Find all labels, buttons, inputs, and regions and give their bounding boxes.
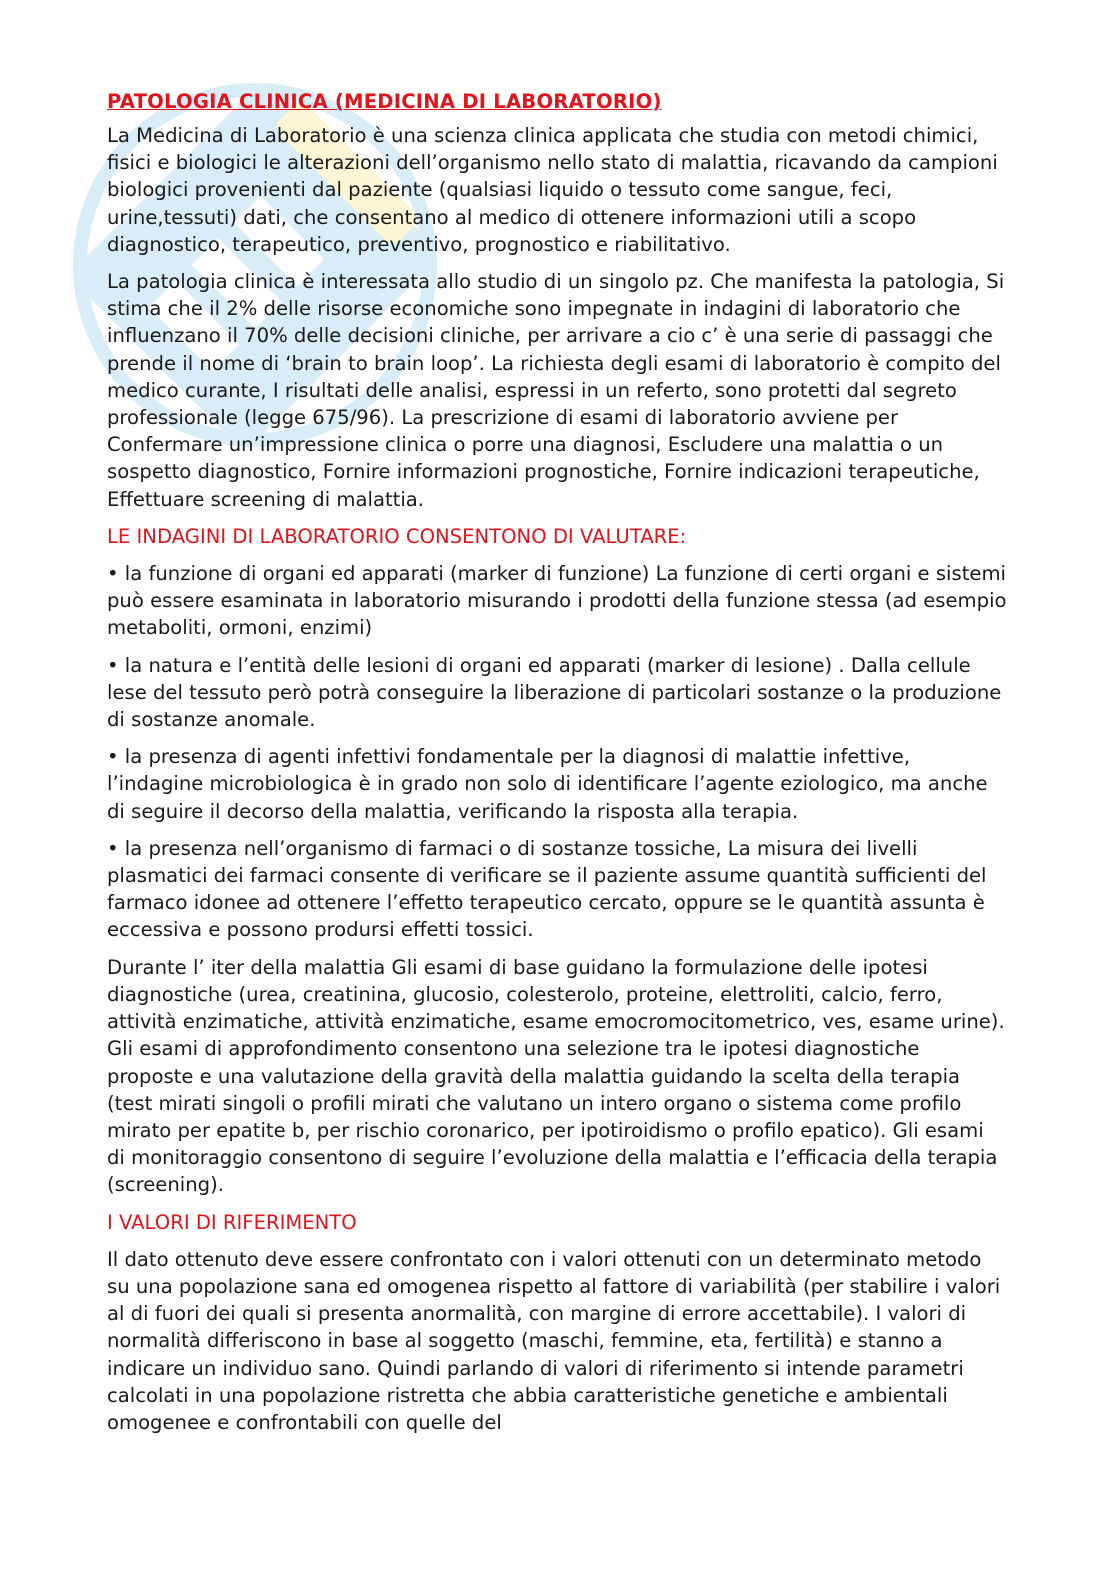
paragraph-intro: La Medicina di Laboratorio è una scienza clinica applicata che studia con metodi chimici, fisici e biologici le alterazioni dell’organismo nello stato di malattia, ricavando da campioni biologici provenienti dal paziente (qualsiasi liquido o tessuto come sangue, feci, urine,tessuti) dati, che consentano al medico di ottenere informazioni utili a scopo diagnostico, terapeutico, preventivo, prognostico e riabilitativo. (107, 124, 998, 256)
document-body (107, 88, 1007, 1446)
bullet-item-lesioni: • la natura e l’entità delle lesioni di organi ed apparati (marker di lesione) . Dalla cellule lese del tessuto però potrà conseguire la liberazione di particolari sostanze o la produzione di sostanze anomale. (107, 653, 1002, 732)
bullet-item-funzione: • la funzione di organi ed apparati (marker di funzione) La funzione di certi organi e sistemi può essere esaminata in laboratorio misurando i prodotti della funzione stessa (ad esempio metaboliti, ormoni, enzimi) (107, 562, 1007, 640)
paragraph-clinical-pathology: La patologia clinica è interessata allo studio di un singolo pz. Che manifesta la patologia, Si stima che il 2% delle risorse economiche sono impegnate in indagini di laboratorio che influenzano il 70% delle decisioni cliniche, per arrivare a cio c’ è una serie di passaggi che prende il nome di ‘brain to brain loop’. La richiesta degli esami di laboratorio è compito del medico curante, I risultati delle analisi, espressi in un referto, sono protetti dal segreto professionale (legge 675/96). La prescrizione di esami di laboratorio avviene per Confermare un’impressione clinica o porre una diagnosi, Escludere una malattia o un sospetto diagnostico, Fornire informazioni prognostiche, Fornire indicazioni terapeutiche, Effettuare screening di malattia. (107, 270, 1005, 511)
document-title: PATOLOGIA CLINICA (MEDICINA DI LABORATORIO) (107, 90, 662, 113)
bullet-item-farmaci: • la presenza nell’organismo di farmaci o di sostanze tossiche, La misura dei livelli plasmatici dei farmaci consente di verificare se il paziente assume quantità sufficienti del farmaco idonee ad ottenere l’effetto terapeutico cercato, oppure se le quantità assunta è eccessiva e possono prodursi effetti tossici. (107, 836, 987, 942)
paragraph-iter-malattia: Durante l’ iter della malattia Gli esami di base guidano la formulazione delle ipotesi diagnostiche (urea, creatinina, glucosio, colesterolo, proteine, elettroliti, calcio, ferro, attività enzimatiche, attività enzimatiche, esame emocromocitometrico, ves, esame urine). Gli esami di approfondimento consentono una selezione tra le ipotesi diagnostiche proposte e una valutazione della gravità della malattia guidando la scelta della terapia (test mirati singoli o profili mirati che valutano un intero organo o sistema come profilo mirato per epatite b, per rischio coronarico, per ipotiroidismo o profilo epatico). Gli esami di monitoraggio consentono di seguire l’evoluzione della malattia e l’efficacia della terapia (screening). (107, 955, 1005, 1197)
section-heading-indagini: LE INDAGINI DI LABORATORIO CONSENTONO DI VALUTARE: (107, 524, 687, 548)
section-heading-valori: I VALORI DI RIFERIMENTO (107, 1210, 357, 1234)
bullet-item-agenti-infettivi: • la presenza di agenti infettivi fondamentale per la diagnosi di malattie infettive, l’indagine microbiologica è in grado non solo di identificare l’agente eziologico, ma anche di seguire il decorso della malattia, verificando la risposta alla terapia. (107, 745, 988, 823)
paragraph-valori-riferimento: Il dato ottenuto deve essere confrontato con i valori ottenuti con un determinato metodo su una popolazione sana ed omogenea rispetto al fattore di variabilità (per stabilire i valori al di fuori dei quali si presenta anormalità, con margine di errore accettabile). I valori di normalità differiscono in base al soggetto (maschi, femmine, eta, fertilità) e stanno a indicare un individuo sano. Quindi parlando di valori di riferimento si intende parametri calcolati in una popolazione ristretta che abbia caratteristiche genetiche e ambientali omogenee e confrontabili con quelle del (107, 1247, 1001, 1434)
